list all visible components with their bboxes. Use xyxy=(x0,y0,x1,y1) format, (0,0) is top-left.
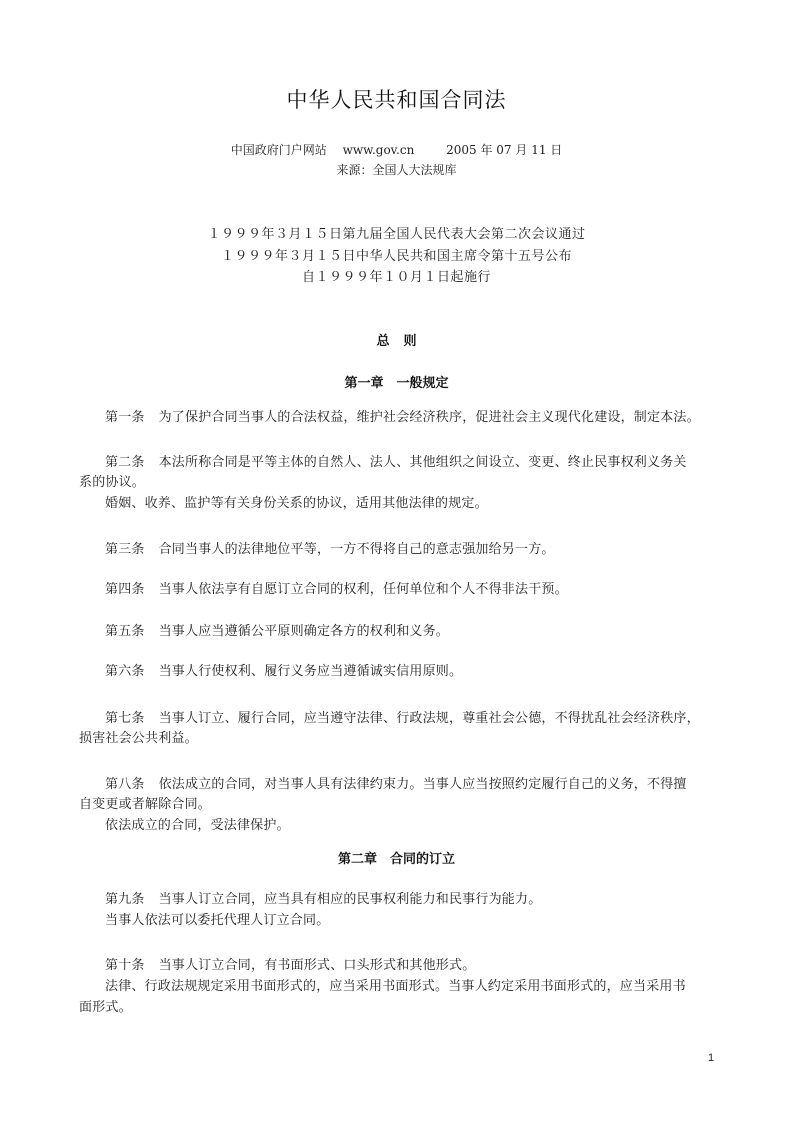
article-text: 本法所称合同是平等主体的自然人、法人、其他组织之间设立、变更、终止民事权利义务关 xyxy=(158,455,687,470)
source-line: 来源：全国人大法规库 xyxy=(336,163,457,177)
source-site: 中国政府门户网站 xyxy=(230,143,327,157)
article-label: 第十条 xyxy=(105,958,145,973)
article-text: 依法成立的合同，对当事人具有法律约束力。当事人应当按照约定履行自己的义务，不得擅 xyxy=(158,777,687,792)
article-paragraph: 当事人依法可以委托代理人订立合同。 xyxy=(105,913,330,928)
article-continuation: 自变更或者解除合同。 xyxy=(79,797,212,812)
article-text: 当事人应当遵循公平原则确定各方的权利和义务。 xyxy=(158,624,450,639)
source-url: www.gov.cn xyxy=(342,143,415,157)
article-text: 当事人订立、履行合同，应当遵守法律、行政法规，尊重社会公德，不得扰乱社会经济秩序， xyxy=(158,711,700,726)
document-title: 中华人民共和国合同法 xyxy=(286,88,507,112)
article-line xyxy=(105,620,745,639)
article-label: 第七条 xyxy=(105,711,145,726)
article-paragraph: 婚姻、收养、监护等有关身份关系的协议，适用其他法律的规定。 xyxy=(105,496,488,511)
passed-line: １９９９年３月１５日第九届全国人民代表大会第二次会议通过 xyxy=(207,227,586,242)
article-line xyxy=(105,538,745,557)
chapter-heading: 第二章 合同的订立 xyxy=(337,852,455,867)
article-line xyxy=(105,451,745,470)
article-line xyxy=(105,660,745,679)
article-text: 当事人依法享有自愿订立合同的权利，任何单位和个人不得非法干预。 xyxy=(158,582,568,597)
article-line xyxy=(105,773,745,792)
article-line xyxy=(105,707,745,726)
article-text: 当事人行使权利、履行义务应当遵循诚实信用原则。 xyxy=(158,664,463,679)
article-label: 第五条 xyxy=(105,624,145,639)
article-continuation: 面形式。 xyxy=(79,1000,132,1015)
article-label: 第四条 xyxy=(105,582,145,597)
effective-line: 自１９９９年１０月１日起施行 xyxy=(301,270,491,285)
article-label: 第三条 xyxy=(105,542,145,557)
general-heading: 总则 xyxy=(376,334,431,349)
article-label: 第八条 xyxy=(105,777,145,792)
article-continuation: 系的协议。 xyxy=(79,475,146,490)
article-continuation: 损害社会公共利益。 xyxy=(79,731,198,746)
article-label: 第九条 xyxy=(105,892,145,907)
article-label: 第二条 xyxy=(105,455,145,470)
chapter-heading: 第一章 一般规定 xyxy=(344,376,449,391)
article-label: 第一条 xyxy=(105,410,145,425)
publish-date: 2005 年 07 月 11 日 xyxy=(446,143,563,157)
article-text: 当事人订立合同，应当具有相应的民事权利能力和民事行为能力。 xyxy=(158,892,542,907)
article-text: 当事人订立合同，有书面形式、口头形式和其他形式。 xyxy=(158,958,476,973)
article-text: 为了保护合同当事人的合法权益，维护社会经济秩序，促进社会主义现代化建设，制定本法。 xyxy=(158,410,700,425)
article-line xyxy=(105,954,745,973)
article-text: 合同当事人的法律地位平等，一方不得将自己的意志强加给另一方。 xyxy=(158,542,555,557)
article-line xyxy=(105,578,745,597)
source-info xyxy=(0,141,793,158)
article-paragraph: 法律、行政法规规定采用书面形式的，应当采用书面形式。当事人约定采用书面形式的，应当采用书 xyxy=(105,979,686,994)
article-paragraph: 依法成立的合同，受法律保护。 xyxy=(105,818,290,833)
promulgated-line: １９９９年３月１５日中华人民共和国主席令第十五号公布 xyxy=(220,249,572,264)
article-line xyxy=(105,406,745,425)
article-label: 第六条 xyxy=(105,664,145,679)
page-number: 1 xyxy=(708,1052,715,1064)
article-line xyxy=(105,888,745,907)
